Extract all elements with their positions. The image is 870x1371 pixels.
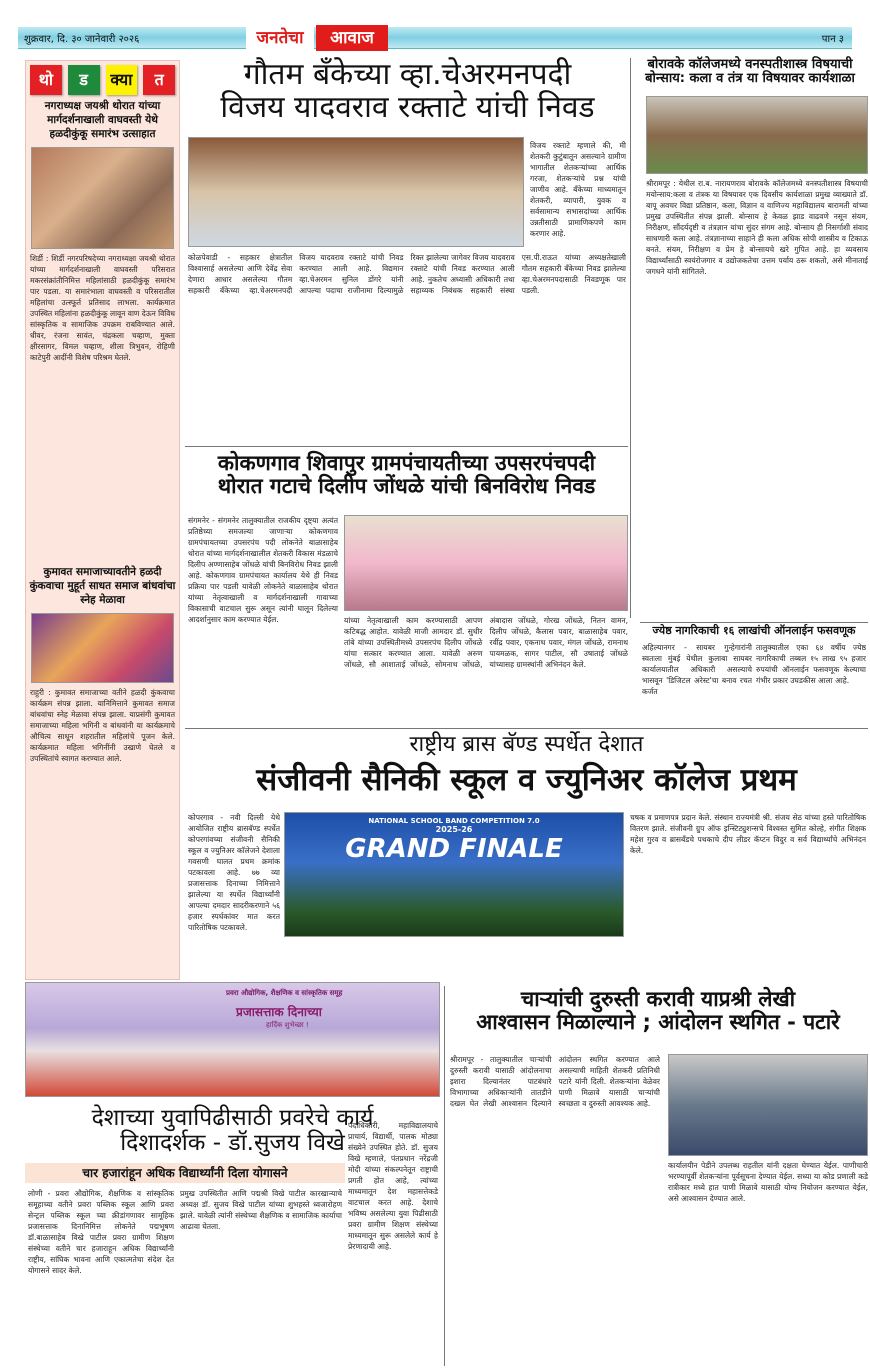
brief-body: शिर्डी : शिर्डी नगरपरिषदेच्या नगराध्यक्षा जयश्री थोरात यांच्या मार्गदर्शनाखाली वाघवस्ती परिसरात मकरसंक्रांतीनिमित्त महिलांसाठी हळदीकुंकू समारंभ पार पडला. या समारंभाला वाघवस्ती व परिसरातील महिलांचा उत्स्फूर्त प्रतिसाद लाभला. कार्यक्रमात उपस्थित महिलांना हळदीकुंकू लावून वाण देऊन विविध सांस्कृतिक व सामाजिक उपक्रम राबविण्यात आले. धीवर, रंजना सावंत, चंद्रकला चव्हाण, मुक्ता क्षीरसागर, विमल चव्हाण, शीला त्रिभुवन, रोहिणी काटेपुरी आदींनी विशेष परिश्रम घेतले. <box>30 254 175 362</box>
headline: ज्येष्ठ नागरिकाची १६ लाखांची ऑनलाईन फसवणूक <box>652 624 856 637</box>
story-body: कार्यालयीन पेडीने उपलब्ध राहतील यांनी दक्षता घेण्यात येईल. पाणीचारी भरण्यापूर्वी शेतकऱ्यांना पूर्वसूचना देण्यात येईल. सध्या या कोड प्रणाली कडे रात्रीकार मध्ये हात पाणी मिळावे यासाठी योग्य नियोजन करण्यात येईल, असे आश्वासन देण्यात आले. <box>668 1161 868 1203</box>
brief-body: राहुरी : कुमावत समाजाच्या वतीने हळदी कुंकवाचा कार्यक्रम संपन्न झाला. यानिमित्ताने कुमावत समाज बांधवांचा स्नेह मेळावा संपन्न झाला. याप्रसंगी कुमावत समाजाच्या महिला भगिनी व बांधवांनी या कार्यक्रमाचे औचित्य साधून शहरातील महिलांचे पूजन केले. कार्यक्रमात महिला भगिनींनी उखाणे घेतले व उपस्थितांचे स्वागत करण्यात आले. <box>30 688 175 763</box>
tile: ड <box>68 65 100 95</box>
story-body: तालुक्यातील एका ६४ वर्षीय ज्येष्ठ नागरिकाची तब्बल १५ लाख ९५ हजार रुपयांची ऑनलाईन फसवणूक केल्याचा गंभीर प्रकार उघडकीस आला आहे. <box>756 643 866 685</box>
story-body: श्रीरामपूर : येथील रा.ब. नारायणराव बोरावके कॉलेजमध्ये वनस्पतीशास्त्र विषयाची मयोन्साय:कला व तंत्रक या विषयावर एक दिवसीय कार्यशाळा प्रमुख व्याख्याते डॉ. बापू अवचर विद्या प्रतिष्ठान, कला, विज्ञान व वाणिज्य महाविद्यालय बारामती यांच्या प्रमुख उपस्थितीत संपन्न झाली. बोन्साय हे केवळ झाड वाढवणे नसून संयम, निरीक्षण, सौंदर्यदृष्टी व तंत्रज्ञान यांचा सुंदर संगम आहे. बोन्साय ही निसर्गाशी संवाद साधणारी कला आहे. तंत्रज्ञानाच्या साहाने ही कला अधिक सोपी शास्त्रीय व टिकाऊ बनते. संयम, निरीक्षण व प्रेम हे बोन्सायचे खरे गुपित आहे. हा व्यवसाय विद्यार्थ्यांसाठी स्वयंरोजगार व उद्योजकतेचा उत्तम पर्याय ठरू शकतो, असे मीनाताई जगधने यांनी सांगितले. <box>646 179 868 276</box>
newspaper-logo-icon: जनतेचा <box>246 25 314 51</box>
story-body: कोळपेवाडी - सहकार क्षेत्रातील विश्वासार्ह असलेल्या आणि देवेंद्र सेवा देणारा आधार असलेल्या गौतम सहकारी बँकेच्या व्हा.चेअरमनपदी विजय यादवराव रक्ताटे यांची निवड करण्यात आली आहे. विद्यमान व्हा.चेअरमन सुनिल डोंगरे यांनी आपल्या पदाचा राजीनामा दिल्यामुळे रिक्त झालेल्या जागेवर विजय यादवराव रक्ताटे यांची निवड करण्यात आली आहे. नुकतेच अध्यासी अधिकारी तथा सहाय्यक निबंधक सहकारी संस्था एस.पी.राऊत यांच्या अध्यक्षतेखाली गौतम सहकारी बँकेच्या निवड झालेल्या व्हा.चेअरमनपदासाठी निवडणूक पार पडली. <box>188 253 626 295</box>
headline-line: दिशादर्शक - डॉ.सुजय विखे <box>120 1130 345 1157</box>
headline <box>448 988 868 1034</box>
story-photo <box>646 96 868 174</box>
photo-banner-text: NATIONAL SCHOOL BAND COMPETITION 7.0 <box>368 817 540 825</box>
tile: क्या <box>106 65 138 95</box>
story-body: कोपरगाव - नवी दिल्ली येथे आयोजित राष्ट्रीय ब्रासबॅण्ड स्पर्धेत कोपरगांवच्या संजीवनी सैनिकी स्कूल व ज्युनिअर कॉलेजने देशाला गवसणी घालत प्रथम क्रमांक पटकावला आहे. ७७ व्या प्रजासत्ताक दिनाच्या निमित्ताने झालेल्या या स्पर्धेत विद्यार्थ्यांनी आपल्या दमदार सादरीकरणाने ५६ हजार स्पर्धकांवर मात करत पारितोषिक पटकावले. <box>188 813 280 932</box>
divider <box>185 728 868 729</box>
headline-line: विजय यादवराव रक्ताटे यांची निवड <box>220 90 595 125</box>
headline-line: आश्वासन मिळाल्याने ; आंदोलन स्थगित - पटारे <box>476 1010 840 1035</box>
column-divider <box>630 58 631 618</box>
newspaper-logo-right: आवाज <box>316 25 388 51</box>
headline-line: बोन्साय: कला व तंत्र या विषयावर कार्यशाळा <box>645 71 855 87</box>
headline-line: बोरावके कॉलेजमध्ये वनस्पतीशास्त्र विषयाची <box>647 57 853 72</box>
headline-line: थोरात गटाचे दिलीप जोंधळे यांची बिनविरोध निवड <box>217 474 596 499</box>
photo-banner-text: प्रजासत्ताक दिनाच्या <box>236 1005 322 1019</box>
story-body: यांच्या नेतृत्वाखाली काम करण्यासाठी आपण कटिबद्ध आहोत. यावेळी माजी आमदार डॉ. सुधीर तांबे यांच्या उपस्थितीमध्ये उपसरपंच दिलीप जोंधळे यांचा सत्कार करण्यात आला. यावेळी अरुण जोंधळे, सौ आशाताई जोंधळे, सोमनाथ जोंधळे, अंबादास जोंधळे, गोरख जोंधळे, नितन वामन, दिलीप जोंधळे, कैलास पवार, बाळासाहेब पवार, रवींद्र पवार, एकनाथ पवार, मंगल जोंधळे, रामनाथ पायमळक, सागर पाटील, सौ उषाताई जोंधळे यांच्यासह ग्रामस्थांनी अभिनंदन केले. <box>344 616 628 669</box>
sidebar-briefs <box>25 60 180 980</box>
story-body: पदाधिकारी, महाविद्यालयाचे प्राचार्य, विद्यार्थी, पालक मोठ्या संख्येने उपस्थित होते. डॉ. सुजय विखे म्हणाले, पंतप्रधान नरेंद्रजी मोदी यांच्या संकल्पनेतून राष्ट्राची प्रगती होत आहे, त्यांच्या माध्यमातून देश महासत्तेकडे वाटचाल करत आहे. देशाचे भविष्य असलेल्या युवा पिढीसाठी प्रवरा ग्रामीण शिक्षण संस्थेच्या माध्यमातून सुरू असलेले कार्य हे प्रेरणादायी आहे. <box>348 1121 438 1251</box>
column-divider <box>444 986 445 1366</box>
briefs-title-tiles <box>26 61 179 95</box>
divider <box>185 446 628 447</box>
masthead <box>18 27 852 49</box>
story-body: श्रीरामपूर - तालुक्यातील चाऱ्यांची दुरुस्ती करावी यासाठी आंदोलनाचा इशारा दिल्यानंतर पाटबंधारे विभागाच्या अधिकाऱ्यांनी तातडीने दखल घेत लेखी आश्वासन दिल्याने आंदोलन स्थगित करण्यात आले असल्याची माहिती शेतकरी प्रतिनिधी पटारे यांनी दिली. शेतकऱ्यांना वेळेवर पाणी मिळावे यासाठी चाऱ्यांची स्वच्छता व दुरुस्ती आवश्यक आहे. <box>450 1055 660 1108</box>
story-photo <box>25 982 440 1097</box>
issue-date: शुक्रवार, दि. ३० जानेवारी २०२६ <box>24 34 140 45</box>
headline-line: गौतम बँकेच्या व्हा.चेअरमनपदी <box>243 57 572 92</box>
headline-line: कोकणगाव शिवापुर ग्रामपंचायतीच्या उपसरपंचपदी <box>217 451 596 475</box>
tile: त <box>143 65 175 95</box>
headline <box>634 58 866 87</box>
story-body: विजय रक्ताटे म्हणाले की, मी शेतकरी कुटुंबातून असल्याने ग्रामीण भागातील शेतकऱ्यांच्या आर्थिक गरजा, शेतकऱ्यांचे प्रश्न यांची जाणीव आहे. बँकेच्या माध्यमातून शेतकरी, व्यापारी, युवक व सर्वसामान्य सभासदांच्या आर्थिक उन्नतीसाठी प्रामाणिकपणे काम करणार आहे. <box>530 141 626 238</box>
headline <box>185 58 630 124</box>
page-number: पान ३ <box>821 34 844 45</box>
headline <box>185 452 628 498</box>
divider <box>640 622 868 623</box>
photo-banner-text: प्रवरा औद्योगिक, शैक्षणिक व सांस्कृतिक समूह <box>226 989 343 997</box>
brief-photo <box>31 613 174 683</box>
photo-banner-text: GRAND FINALE <box>345 834 563 864</box>
headline-line: चाऱ्यांची दुरुस्ती करावी याप्रश्री लेखी <box>520 987 796 1011</box>
story-body: लोणी - प्रवरा औद्योगिक, शैक्षणिक व सांस्कृतिक समूहाच्या वतीने प्रवरा पब्लिक स्कूल आणि प्रवरा सेन्ट्रल पब्लिक स्कूल च्या क्रीडांगणावर सामूहिक प्रजासत्ताक दिनानिमित्त लोकनेते पद्मभूषण डॉ.बाळासाहेब विखे पाटील प्रवरा ग्रामीण शिक्षण संस्थेच्या वतीने चार हजाराहून अधिक विद्यार्थ्यांनी राष्ट्रीय, सांघिक भावना आणि एकात्मतेचा संदेश देत योगासने सादर केले. <box>28 1189 174 1275</box>
story-photo <box>284 812 624 937</box>
story-body: अहिल्यानगर - सायबर गुन्हेगारांनी स्वतःला मुंबई येथील कुलाबा सायबर कार्यालयातील अधिकारी असल्याचे भासवून 'डिजिटल अरेस्ट'चा बनाव रचत कर्जत <box>642 643 752 696</box>
brief-photo <box>31 147 174 249</box>
story-photo <box>344 515 628 611</box>
photo-banner-text: हार्दिक शुभेच्छा ! <box>266 1021 309 1029</box>
story-photo <box>668 1054 868 1156</box>
story-body: प्रमुख उपस्थितीत आणि पद्मश्री विखे पाटील कारखान्याचे अध्यक्ष डॉ. सुजय विखे पाटील यांच्या शुभहस्ते ध्वजारोहण झाले. यावेळी त्यांनी संस्थेच्या शैक्षणिक व सामाजिक कार्याचा आढावा घेतला. <box>180 1189 342 1231</box>
brief-headline: नगराध्यक्ष जयश्री थोरात यांच्या मार्गदर्शनाखाली वाघवस्ती येथे हळदीकुंकू समारंभ उत्साहात <box>44 100 161 140</box>
story-body: चषक व प्रमाणपत्र प्रदान केले. संस्थान राज्यमंत्री श्री. संजय सेठ यांच्या हस्ते पारितोषिक वितरण झाले. संजीवनी ग्रुप ऑफ इन्स्टिट्युशन्सचे विश्वस्त सुमित कोल्हे, संगीत शिक्षक महेश गुरव व ब्रासबँडचे पथकाचे दीप लीडर कॅप्टन विदुर व सर्व विद्यार्थ्यांचे अभिनंदन केले. <box>630 813 866 855</box>
headline-line: देशाच्या युवापिढीसाठी प्रवरेचे कार्य <box>91 1105 374 1131</box>
tile: थो <box>30 65 62 95</box>
subheadline: चार हजारांहून अधिक विद्यार्थ्यांनी दिला योगासने <box>25 1163 345 1183</box>
story-photo <box>188 137 524 247</box>
headline: संजीवनी सैनिकी स्कूल व ज्युनिअर कॉलेज प्रथम <box>256 762 797 798</box>
photo-banner-text: 2025-26 <box>435 825 473 834</box>
brief-headline: कुमावत समाजाच्यावतीने हळदी कुंकवाचा मुहूर्त साधत समाज बांधवांचा स्नेह मेळावा <box>29 566 176 606</box>
kicker: राष्ट्रीय ब्रास बॅण्ड स्पर्धेत देशात <box>409 732 644 757</box>
story-body: संगमनेर - संगमनेर तालुक्यातील राजकीय दृष्ट्या अत्यंत प्रतिष्ठेच्या समजल्या जाणाऱ्या कोकणगाव ग्रामपंचायतच्या उपसरपंच पदी लोकनेते बाळासाहेब थोरात यांच्या मार्गदर्शनाखालील शेतकरी विकास मंडळाचे दिलीप अण्णासाहेब जोंधळे यांची बिनविरोध निवड झाली आहे. कोकणगाव ग्रामपंचायत कार्यालय येथे ही निवड प्रक्रिया पार पडली यावेळी लोकनेते बाळासाहेब थोरात यांच्या नेतृत्वाखाली व मार्गदर्शनाखाली गावाच्या विकासाची वाटचाल सुरू असून त्यांनी घालून दिलेल्या आदर्शानुसार काम करण्यात येईल. <box>188 516 338 624</box>
